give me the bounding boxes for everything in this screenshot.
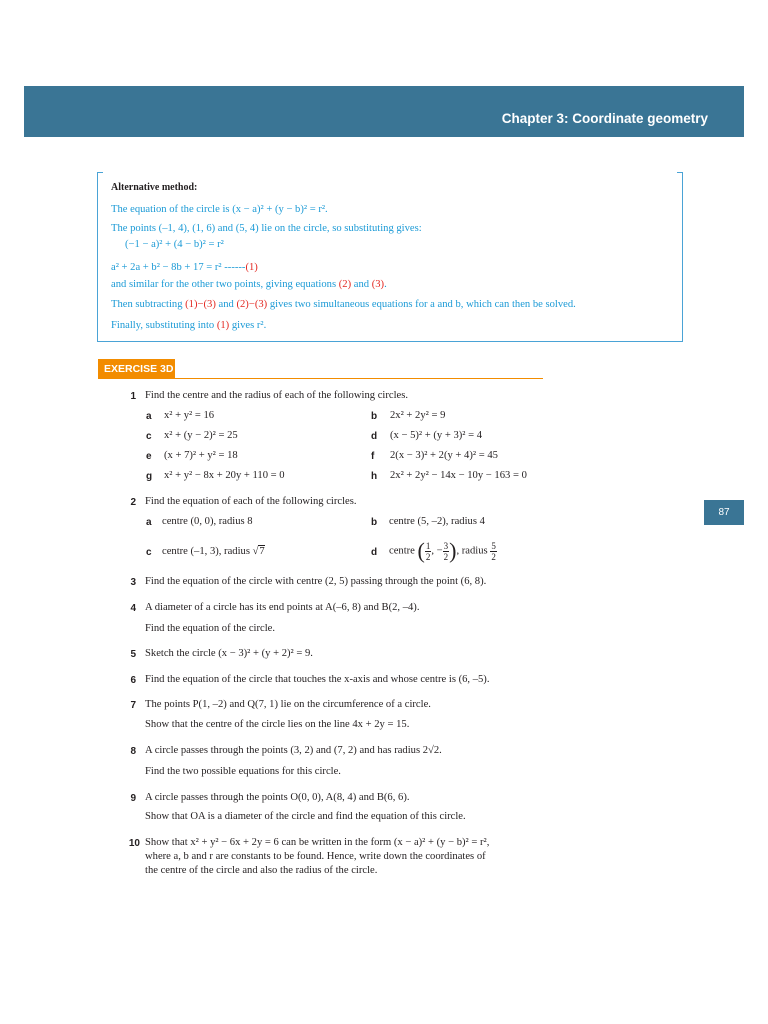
part-text: x² + (y − 2)² = 25 xyxy=(164,430,238,441)
part-label: d xyxy=(371,547,378,558)
part-label: f xyxy=(371,451,375,462)
fraction xyxy=(490,541,497,562)
alt-line-5-end: . xyxy=(384,279,387,290)
alt-minus: − xyxy=(197,299,204,310)
question-text: Show that x² + y² − 6x + 2y = 6 can be written in the form (x − a)² + (y − b)² = r², xyxy=(145,837,490,848)
alt-line-7-text: Finally, substituting into xyxy=(111,320,215,331)
alt-line-6-and: and xyxy=(218,299,234,310)
fraction-denominator: 2 xyxy=(491,551,496,562)
chapter-title: Chapter 3: Coordinate geometry xyxy=(501,111,708,126)
equation-ref-3: (3) xyxy=(371,279,385,290)
fraction-numerator: 1 xyxy=(425,540,431,551)
part-label: b xyxy=(371,411,378,422)
question-number: 10 xyxy=(128,838,140,849)
question-number: 1 xyxy=(130,391,136,402)
alternative-method-box xyxy=(97,172,683,342)
question-number: 3 xyxy=(130,577,136,588)
question-text: A diameter of a circle has its end points at A(–6, 8) and B(2, –4). xyxy=(145,602,420,613)
question-text: Find the equation of the circle that touches the x-axis and whose centre is (6, –5). xyxy=(145,674,490,685)
equation-ref-2: (2) xyxy=(236,299,249,310)
alt-line-6-text: Then subtracting xyxy=(111,299,183,310)
alt-line-2: The points (–1, 4), (1, 6) and (5, 4) lie on the circle, so substituting gives: xyxy=(111,223,422,234)
fraction-denominator: 2 xyxy=(443,551,449,562)
radical-value: 7 xyxy=(259,546,265,557)
part-text: centre (5, –2), radius 4 xyxy=(389,516,485,527)
part-text: centre (0, 0), radius 8 xyxy=(162,516,253,527)
equation-ref-1: (1) xyxy=(185,299,198,310)
part-text: 2x² + 2y² = 9 xyxy=(390,410,446,421)
question-number: 9 xyxy=(130,793,136,804)
part-text: 2x² + 2y² − 14x − 10y − 163 = 0 xyxy=(390,470,527,481)
question-text: Find the two possible equations for this circle. xyxy=(145,766,341,777)
part-text: x² + y² = 16 xyxy=(164,410,215,421)
question-text: The points P(1, –2) and Q(7, 1) lie on the circumference of a circle. xyxy=(145,699,431,710)
equation-ref-3: (3) xyxy=(203,299,216,310)
alt-line-3: (−1 − a)² + (4 − b)² = r² xyxy=(125,239,224,250)
alt-line-6 xyxy=(111,299,576,310)
alt-line-4: a² + 2a + b² − 8b + 17 = r² ------(1) xyxy=(111,262,258,273)
question-number: 7 xyxy=(130,700,136,711)
fraction-denominator: 2 xyxy=(425,551,431,562)
question-text: A circle passes through the points (3, 2) and (7, 2) and has radius 2√2. xyxy=(145,745,442,756)
alternative-method-heading: Alternative method: xyxy=(111,182,198,193)
part-label: b xyxy=(371,517,378,528)
part-label: e xyxy=(146,451,152,462)
question-number: 5 xyxy=(130,649,136,660)
part-text: 2(x − 3)² + 2(y + 4)² = 45 xyxy=(390,450,498,461)
exercise-rule xyxy=(175,378,543,379)
alt-line-7 xyxy=(111,320,266,331)
question-text: Find the equation of the circle with centre (2, 5) passing through the point (6, 8). xyxy=(145,576,487,587)
part-label: a xyxy=(146,411,152,422)
part-text: x² + y² − 8x + 20y + 110 = 0 xyxy=(164,470,285,481)
question-text: Find the equation of each of the following circles. xyxy=(145,496,357,507)
alt-minus: − xyxy=(248,299,255,310)
alt-line-5-and: and xyxy=(353,279,370,290)
radius-label: , radius xyxy=(456,545,488,557)
question-number: 8 xyxy=(130,746,136,757)
part-label: c xyxy=(146,547,152,558)
part-label: d xyxy=(371,431,378,442)
question-text: A circle passes through the points O(0, 0), A(8, 4) and B(6, 6). xyxy=(145,792,410,803)
question-text: Sketch the circle (x − 3)² + (y + 2)² = 9. xyxy=(145,648,313,659)
question-number: 4 xyxy=(130,603,136,614)
equation-ref-2: (2) xyxy=(338,279,352,290)
alt-line-1: The equation of the circle is (x − a)² + (y − b)² = r². xyxy=(111,204,328,215)
equation-ref-1: (1) xyxy=(245,262,258,273)
alt-line-4-equation: a² + 2a + b² − 8b + 17 = r² xyxy=(111,262,222,273)
question-text: where a, b and r are constants to be found. Hence, write down the coordinates of xyxy=(145,851,486,862)
part-text: (x − 5)² + (y + 3)² = 4 xyxy=(390,430,483,441)
fraction-numerator: 5 xyxy=(491,540,496,551)
alt-line-6-end: gives two simultaneous equations for a and b, which can then be solved. xyxy=(269,299,576,310)
part-d-text: centre xyxy=(389,545,415,557)
question-text: the centre of the circle and also the radius of the circle. xyxy=(145,865,378,876)
part-label: a xyxy=(146,517,152,528)
alt-line-5-text: and similar for the other two points, giving equations xyxy=(111,279,337,290)
part-text: centre ( $\frac{1}{2}$ , − $\frac{3}{2}$ ), radius $\frac{5}{2}$ xyxy=(389,538,496,563)
part-label: h xyxy=(371,471,378,482)
question-text: Find the centre and the radius of each of the following circles. xyxy=(145,390,408,401)
question-number: 2 xyxy=(130,497,136,508)
part-label: c xyxy=(146,431,152,442)
alt-line-7-end: gives r². xyxy=(231,320,267,331)
page-number: 87 xyxy=(704,500,744,525)
alt-line-5 xyxy=(111,279,387,290)
part-text: (x + 7)² + y² = 18 xyxy=(164,450,238,461)
question-number: 6 xyxy=(130,675,136,686)
question-text: Show that OA is a diameter of the circle and find the equation of this circle. xyxy=(145,811,466,822)
part-c-text: centre (–1, 3), radius xyxy=(162,546,250,557)
question-text: Show that the centre of the circle lies on the line 4x + 2y = 15. xyxy=(145,719,410,730)
equation-ref-1: (1) xyxy=(216,320,230,331)
exercise-label: EXERCISE 3D xyxy=(98,359,175,379)
part-text: centre (–1, 3), radius √7 xyxy=(162,546,265,557)
equation-ref-3: (3) xyxy=(254,299,268,310)
fraction-numerator: 3 xyxy=(443,540,449,551)
question-text: Find the equation of the circle. xyxy=(145,623,276,634)
part-label: g xyxy=(146,471,153,482)
